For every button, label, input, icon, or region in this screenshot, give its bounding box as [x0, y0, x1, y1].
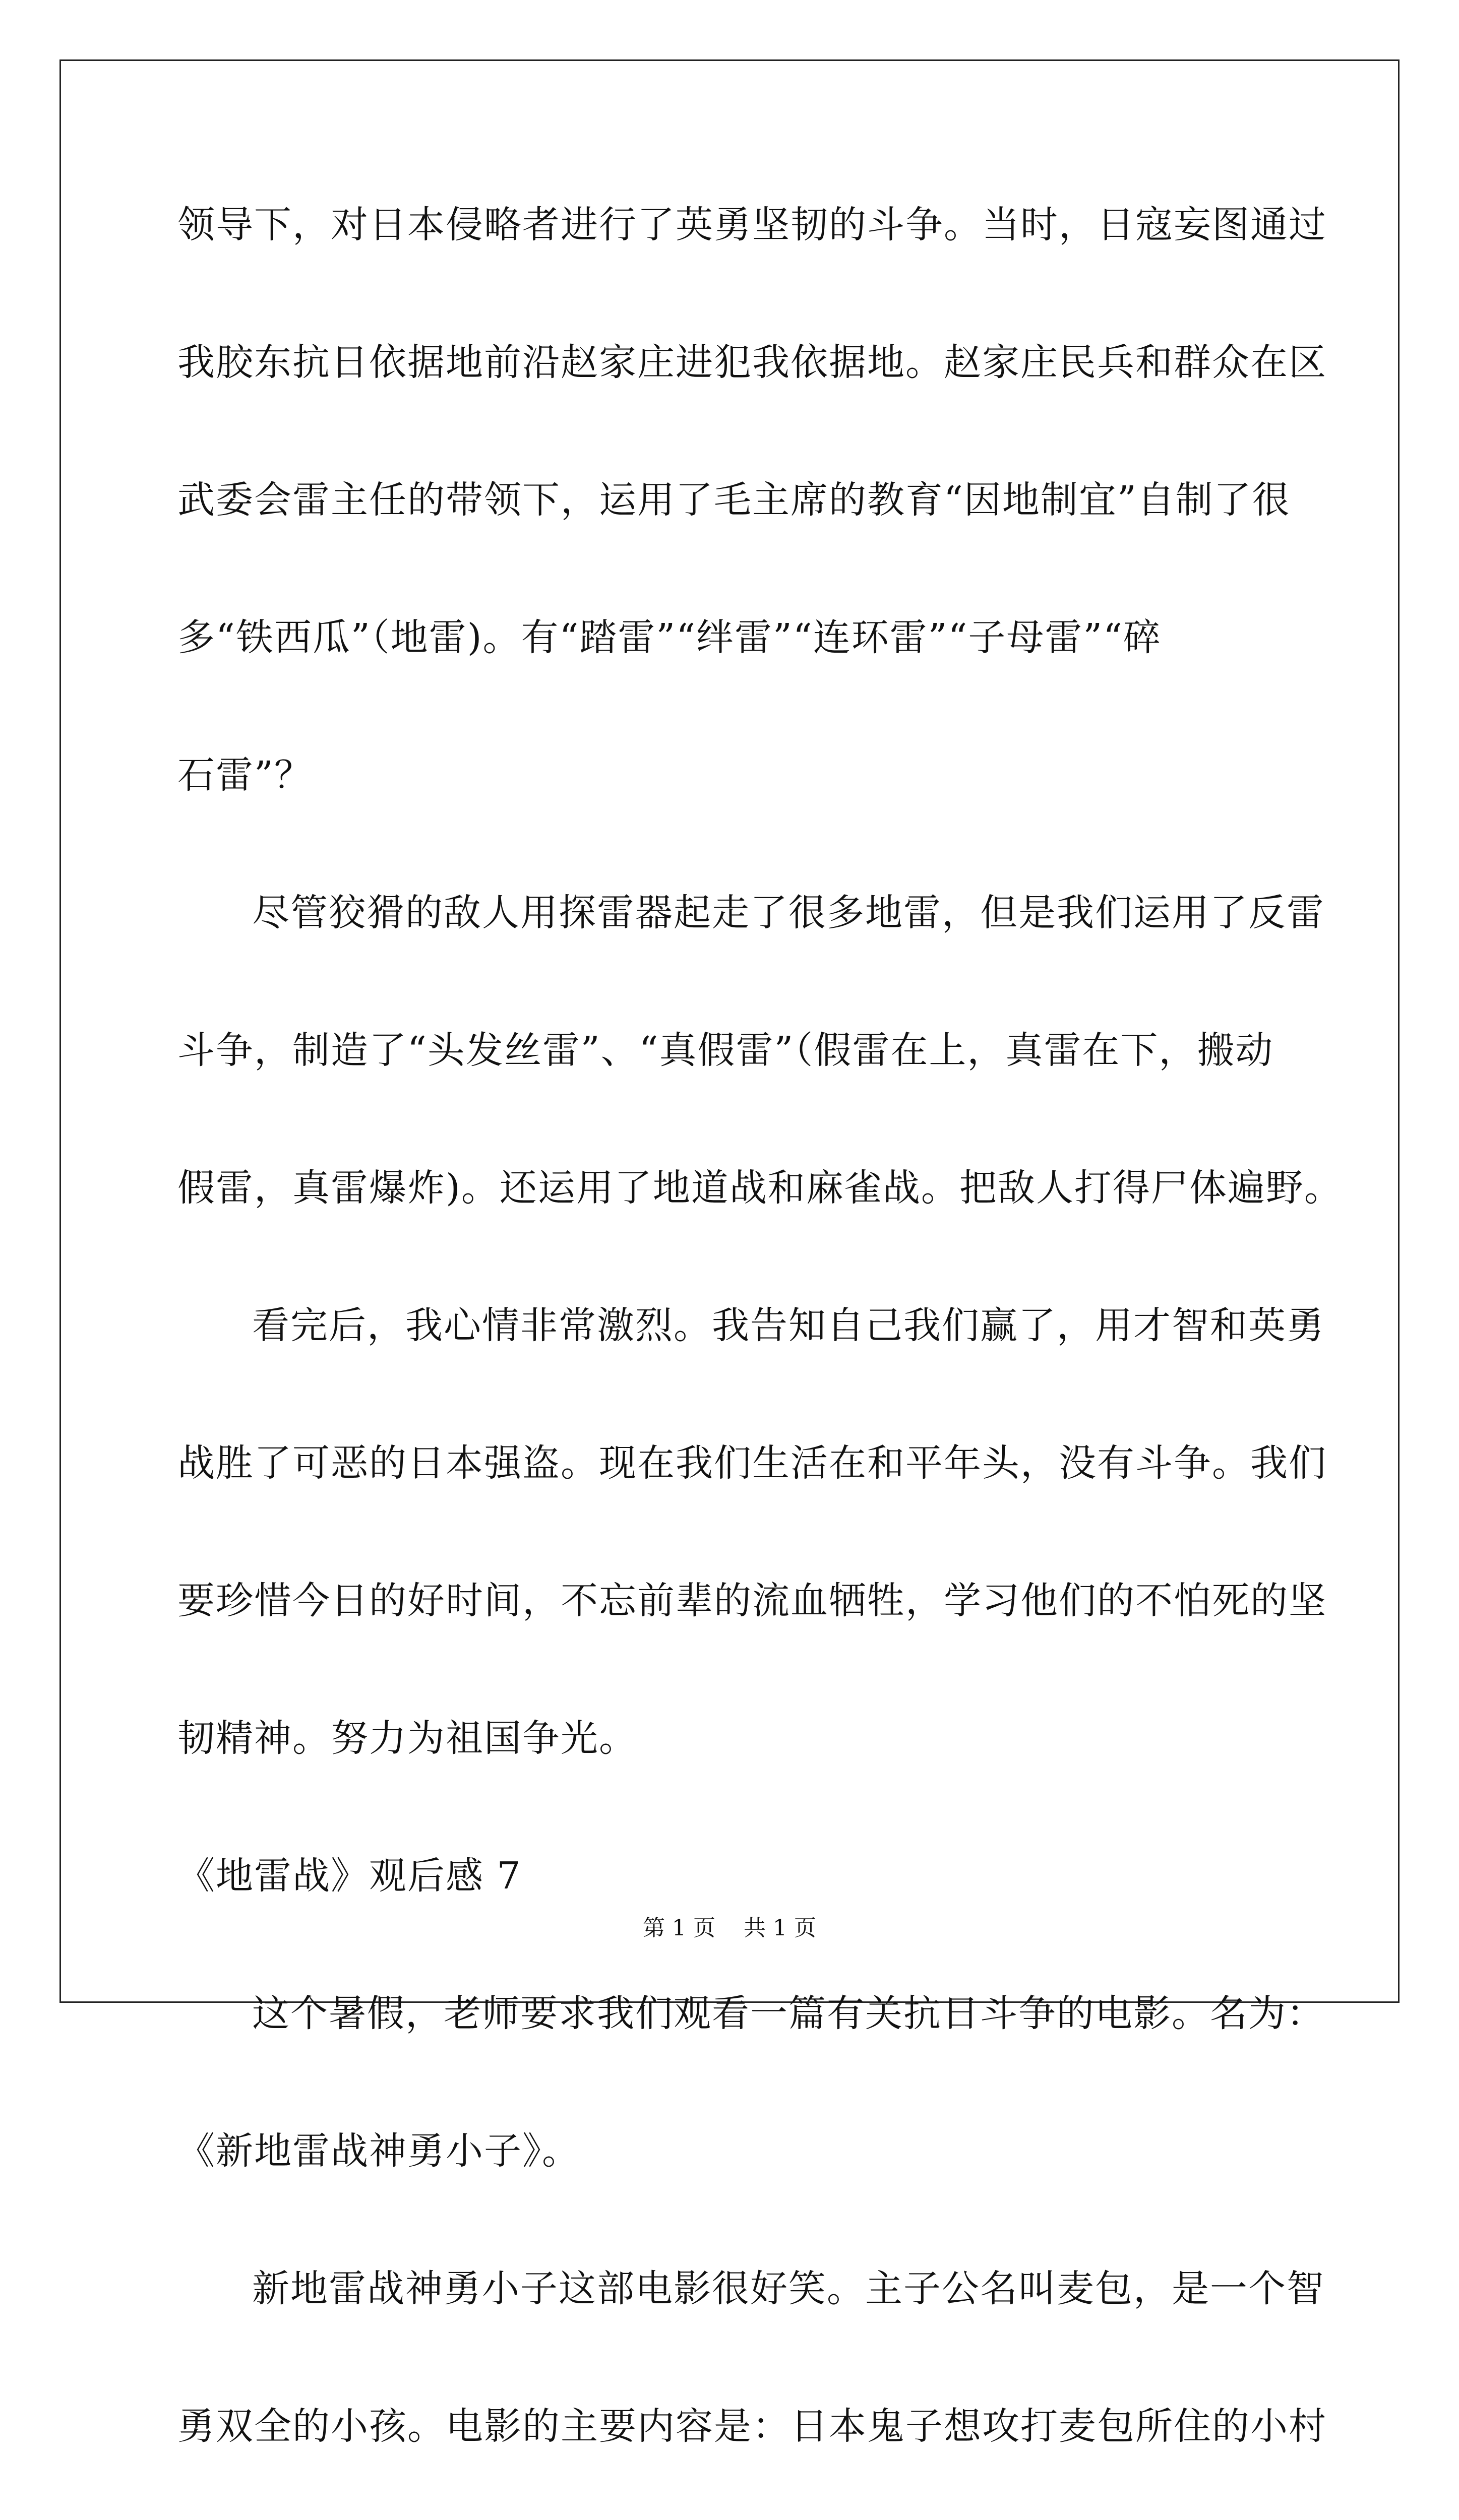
body-line: 我胶东抗日依据地前沿赵家庄进犯我依据地。赵家庄民兵和群众在区 — [177, 341, 1327, 384]
paragraph-start: 看完后，我心情非常激烈。我告知自己我们赢了，用才智和英勇 — [252, 1304, 1325, 1347]
paragraph-start: 尽管狡猾的敌人用探雷器起走了很多地雷，但是我们运用了反雷 — [252, 891, 1325, 934]
body-line: 武委会雷主任的带领下，运用了毛主席的教育“因地制宜”自制了很 — [177, 478, 1291, 522]
page-footer: 第 1 页 共 1 页 — [643, 1915, 816, 1941]
body-line: 要珍惜今日的好时间，不忘前辈的流血牺牲，学习他们的不怕死的坚 — [177, 1579, 1327, 1622]
paragraph-start: 这个暑假，老师要求我们观看一篇有关抗日斗争的电影。名为： — [252, 1992, 1325, 2035]
body-line: 领导下，对日本侵略者进行了英勇坚韧的斗争。当时，日寇妄图通过 — [177, 203, 1327, 246]
section-heading: 《地雷战》观后感 7 — [177, 1854, 522, 1898]
body-line: 斗争，制造了“头发丝雷”、“真假雷”（假雷在上，真雷在下，搬动 — [177, 1029, 1274, 1072]
body-line: 勇双全的小孩。电影的主要内容是：日本鬼子想攻打麦包所住的小村 — [177, 2405, 1327, 2448]
body-line: 《新地雷战神勇小子》。 — [177, 2129, 580, 2173]
paragraph-start: 新地雷战神勇小子这部电影很好笑。主子公名叫麦包，是一个智 — [252, 2267, 1325, 2310]
body-line: 多“铁西瓜”（地雷)。有“踏雷”“绊雷”“连环雷”“子母雷”“碎 — [177, 616, 1162, 659]
body-line: 战胜了可恶的日本强盗。现在我们生活在和平年头，没有斗争。我们 — [177, 1441, 1327, 1485]
document-body — [177, 192, 1343, 2520]
body-line: 韧精神。努力为祖国争光。 — [177, 1717, 637, 1760]
body-line: 假雷，真雷爆炸)。还运用了地道战和麻雀战。把敌人打得尸体遍野。 — [177, 1166, 1343, 1210]
body-line: 石雷”？ — [177, 753, 313, 797]
